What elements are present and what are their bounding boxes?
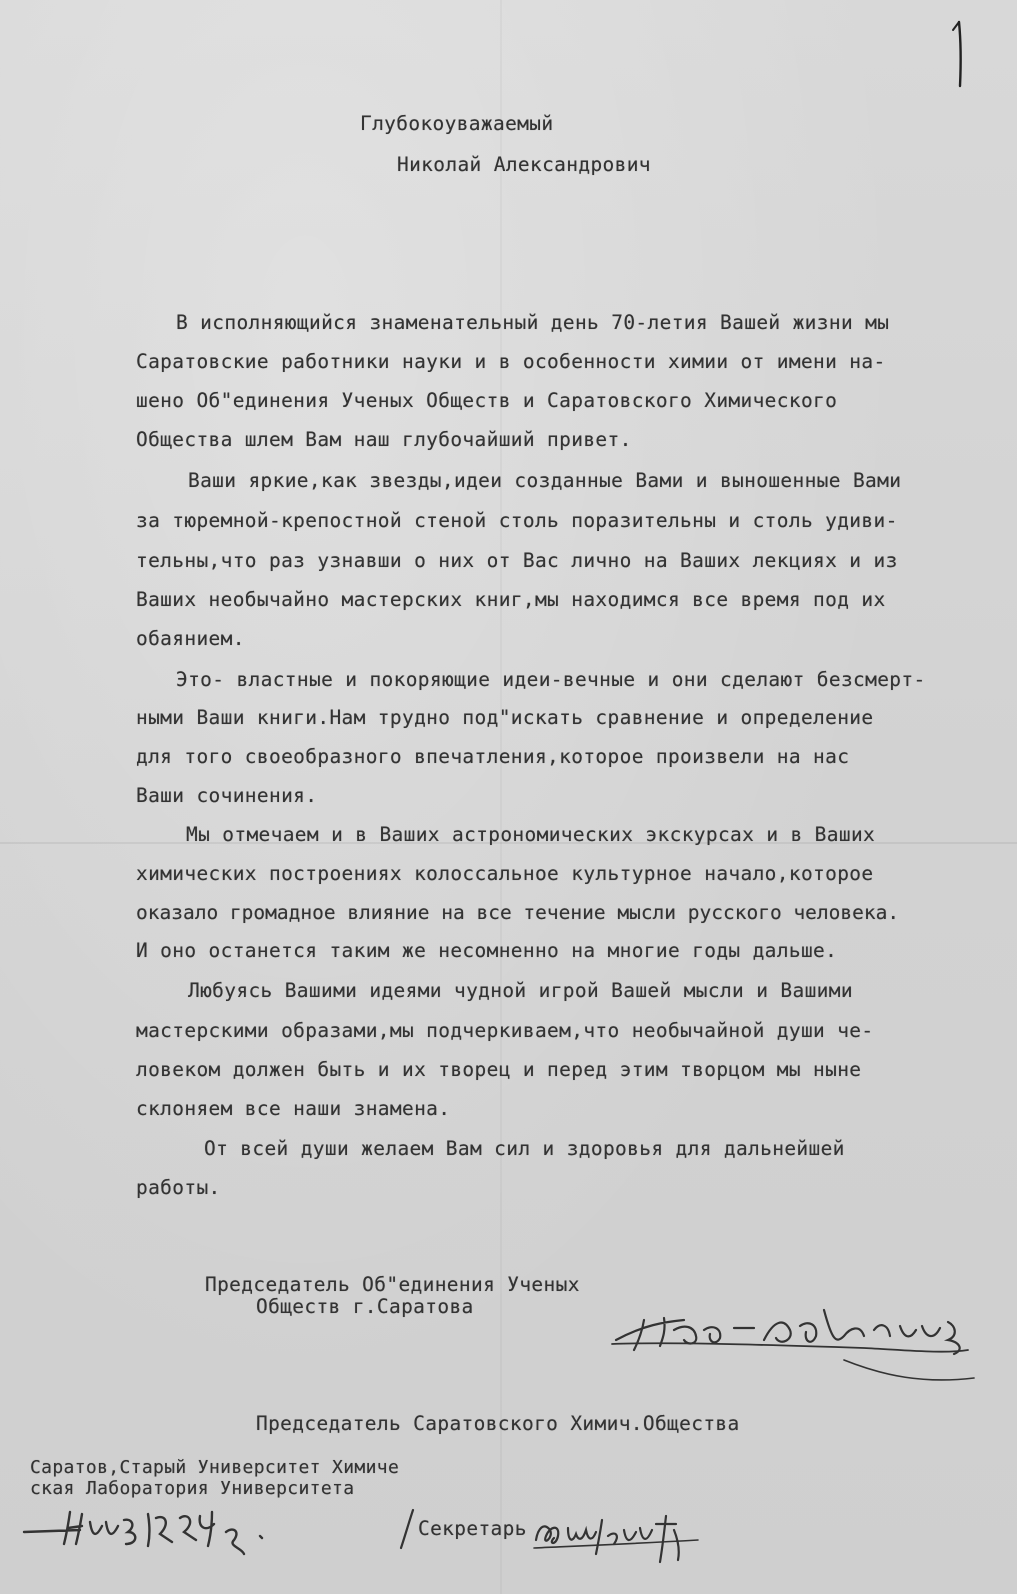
signature-chelintsev	[604, 1280, 984, 1390]
body-line: Саратовские работники науки и в особенности химии от имени на-	[136, 350, 886, 373]
body-line: И оно останется таким же несомненно на многие годы дальше.	[136, 939, 838, 962]
body-line: ловеком должен быть и их творец и перед этим творцом мы ныне	[136, 1058, 862, 1081]
body-line: оказало громадное влияние на все течение мысли русского человека.	[136, 901, 900, 924]
body-line: ными Ваши книги.Нам трудно под"искать сравнение и определение	[136, 706, 874, 729]
body-line: В исполняющийся знаменательный день 70-летия Вашей жизни мы	[176, 311, 890, 334]
chair-chemical-title: Председатель Саратовского Химич.Общества	[256, 1412, 740, 1435]
body-line: Общества шлем Вам наш глубочайший привет.	[136, 428, 632, 451]
chair-unified-title-2: Обществ г.Саратова	[256, 1295, 474, 1318]
date-handwritten	[20, 1492, 280, 1562]
body-line: обаянием.	[136, 627, 245, 650]
body-line: Ваших необычайно мастерских книг,мы находимся все время под их	[136, 588, 886, 611]
body-line: Ваши сочинения.	[136, 784, 318, 807]
body-line: химических построениях колоссальное культурное начало,которое	[136, 862, 874, 885]
body-line: Любуясь Вашими идеями чудной игрой Вашей мысли и Вашими	[188, 979, 853, 1002]
body-line: Это- властные и покоряющие идеи-вечные и они сделают безсмерт-	[176, 668, 926, 691]
body-line: шено Об"единения Ученых Обществ и Саратовского Химического	[136, 389, 838, 412]
body-line: за тюремной-крепостной стеной столь поразительны и столь удиви-	[136, 509, 898, 532]
salutation-line-1: Глубокоуважаемый	[360, 112, 554, 135]
chair-unified-title: Председатель Об"единения Ученых	[205, 1273, 580, 1296]
body-line: склоняем все наши знамена.	[136, 1097, 451, 1120]
page-number-handwritten	[935, 14, 979, 94]
salutation-line-2: Николай Александрович	[397, 153, 651, 176]
body-line: мастерскими образами,мы подчеркиваем,что необычайной души че-	[136, 1019, 874, 1042]
svg-text:1: 1	[935, 14, 936, 15]
body-line: для того своеобразного впечатления,которое произвели на нас	[136, 745, 850, 768]
body-line: От всей души желаем Вам сил и здоровья для дальнейшей	[204, 1137, 845, 1160]
address-line-1: Саратов,Старый Университет Химиче	[30, 1457, 400, 1478]
signature-schmidt	[528, 1500, 708, 1570]
paper-fold-vertical	[500, 0, 502, 1594]
body-line: работы.	[136, 1176, 221, 1199]
body-line: Мы отмечаем и в Ваших астрономических экскурсах и в Ваших	[186, 823, 876, 846]
address-line-2: ская Лаборатория Университета	[30, 1478, 355, 1499]
secretary-bracket	[395, 1506, 419, 1554]
secretary-label: Секретарь	[418, 1517, 527, 1540]
body-line: Ваши яркие,как звезды,идеи созданные Вами и выношенные Вами	[188, 469, 902, 492]
body-line: тельны,что раз узнавши о них от Вас лично на Ваших лекциях и из	[136, 549, 898, 572]
